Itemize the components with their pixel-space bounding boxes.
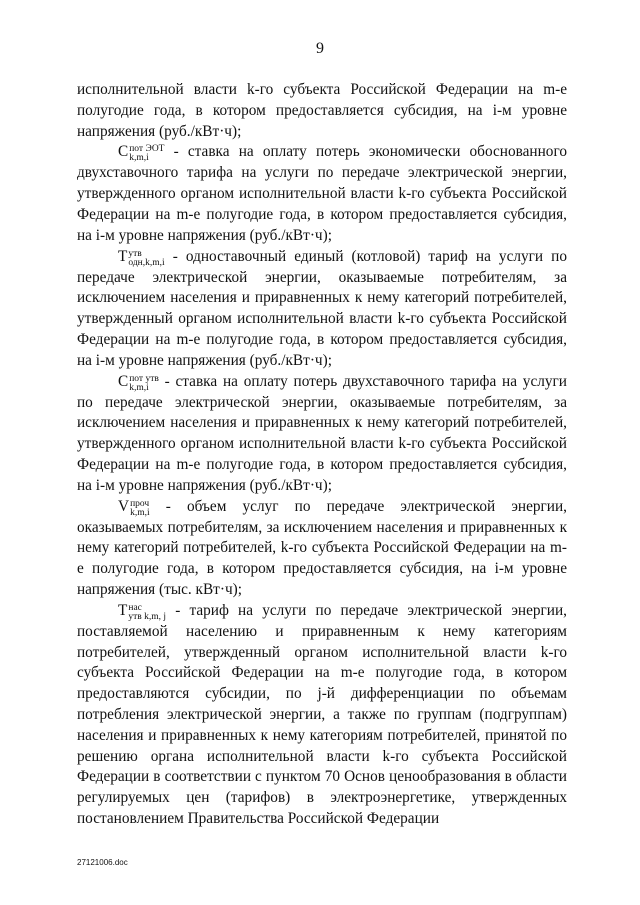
definition-text: - одноставочный единый (котловой) тариф на услуги по передаче электрической энергии, оказываемые потребителям, за исключением населения и приравненных к нему категорий потребителей, утвержденный органом исполнительной власти k-го субъекта Российской Федерации на m-е полугодие года, в котором предоставляется субсидия, на i-м уровне напряжения (руб./кВт·ч); (77, 247, 567, 369)
definition-t-odn (77, 247, 567, 372)
definition-text: - ставка на оплату потерь двухставочного тарифа на услуги по передаче электрической энергии, оказываемые потребителям, за исключением населения и приравненных к нему категорий потребителей, утвержденного органом исполнительной власти k-го субъекта Российской Федерации на m-е полугодие года, в котором предоставляется субсидия, на i-м уровне напряжения (руб./кВт·ч); (77, 372, 567, 494)
footer-filename: 27121006.doc (77, 858, 128, 867)
definition-text: - тариф на услуги по передаче электрической энергии, поставляемой населению и приравненным к нему категориям потребителей, утвержденный органом исполнительной власти k-го субъекта Российской Федерации на m-е полугодие года, в котором предоставляются субсидии, по j-й дифференциации по объемам потребления электрической энергии, а также по группам (подгруппам) населения и приравненных к нему категориям потребителей, принятой по решению органа исполнительной власти k-го субъекта Российской Федерации в соответствии с пунктом 70 Основ ценообразования в области регулируемых цен (тарифов) в электроэнергетике, утвержденных постановлением Правительства Российской Федерации (77, 601, 567, 827)
definition-text: - ставка на оплату потерь экономически обоснованного двухставочного тарифа на услуги по передаче электрической энергии, утвержденного органом исполнительной власти k-го субъекта Российской Федерации на m-е полугодие года, в котором предоставляется субсидия, на i-м уровне напряжения (руб./кВт·ч); (77, 143, 567, 244)
page-number: 9 (316, 40, 324, 57)
document-body (77, 80, 567, 830)
intro-paragraph: исполнительной власти k-го субъекта Российской Федерации на m-е полугодие года, в котором предоставляется субсидия, на i-м уровне напряжения (руб./кВт·ч); (77, 81, 567, 140)
definition-v-proch (77, 497, 567, 601)
definition-t-nas (77, 601, 567, 830)
formula-symbol: C пот ЭОТ k,m,i (118, 143, 165, 164)
definition-text: - объем услуг по передаче электрической энергии, оказываемых потребителям, за исключением населения и приравненных к нему категорий потребителей, k-го субъекта Российской Федерации на m-е полугодие года, в котором предоставляется субсидия, на i-м уровне напряжения (тыс. кВт·ч); (77, 497, 567, 598)
formula-symbol: T утв одн,k,m,i (118, 247, 165, 268)
formula-symbol: T нас утв k,m, j (118, 601, 167, 622)
formula-symbol: C пот утв k,m,i (118, 372, 159, 393)
definition-c-pot-utv (77, 372, 567, 497)
definition-c-pot-eot (77, 142, 567, 246)
formula-symbol: V проч k,m,i (118, 497, 150, 518)
